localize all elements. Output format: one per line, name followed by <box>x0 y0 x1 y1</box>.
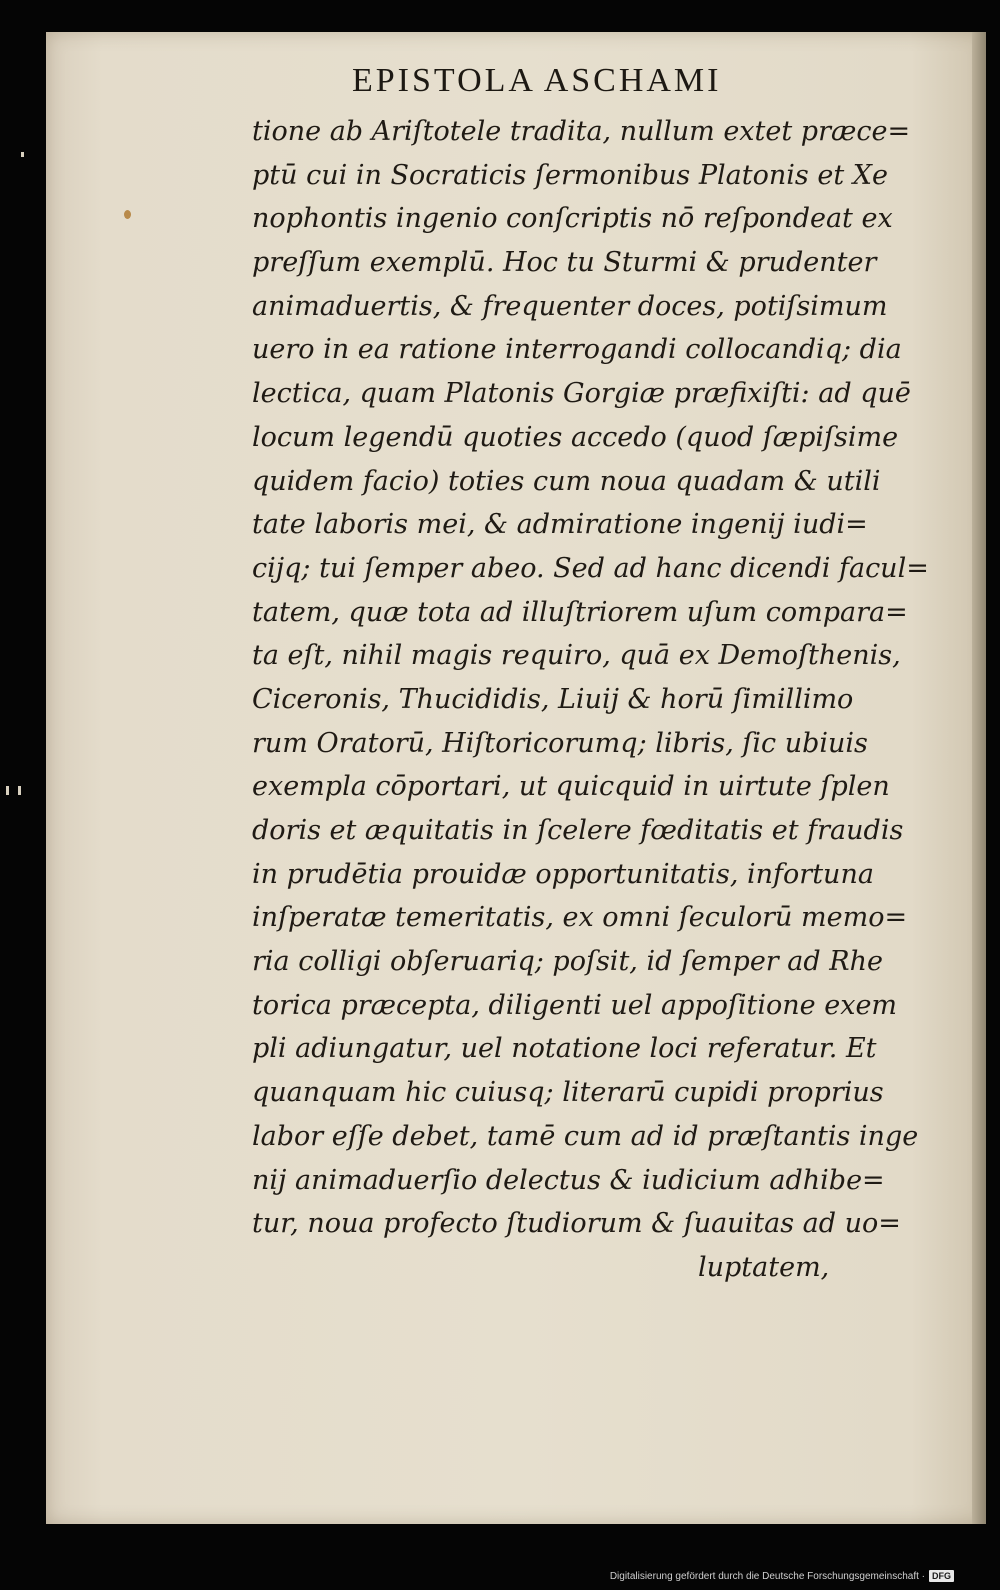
page-text <box>252 110 929 1290</box>
text-line: tate laboris mei, & admiratione ingenij iudi= <box>252 509 868 541</box>
text-line: quanquam hic cuiusq; literarū cupidi proprius <box>252 1077 884 1109</box>
text-line: nij animaduerſio delectus & iudicium adhibe= <box>252 1164 885 1196</box>
book-page <box>46 32 986 1524</box>
text-line: ptū cui in Socraticis ſermonibus Platonis et Xe <box>252 159 888 191</box>
text-line: cijq; tui ſemper abeo. Sed ad hanc dicendi facul= <box>252 552 929 584</box>
text-line: preſſum exemplū. Hoc tu Sturmi & prudenter <box>252 247 877 279</box>
text-line: ria colligi obſeruariq; poſsit, id ſemper ad Rhe <box>252 946 883 978</box>
edge-mark <box>21 152 24 157</box>
text-line: locum legendū quoties accedo (quod ſæpiſsime <box>252 421 899 453</box>
text-line: in prudētia prouidæ opportunitatis, infortuna <box>252 858 874 890</box>
text-line: tur, noua profecto ſtudiorum & ſuauitas ad uo= <box>252 1208 901 1240</box>
text-line: doris et æquitatis in ſcelere fœditatis et fraudis <box>252 815 904 846</box>
text-line: quidem facio) toties cum noua quadam & utili <box>252 465 881 497</box>
text-line: animaduertis, & frequenter doces, potiſsimum <box>252 290 888 322</box>
catchword: luptatem, <box>698 1251 830 1283</box>
text-line: tatem, quæ tota ad illuſtriorem uſum compara= <box>252 596 908 628</box>
edge-mark <box>6 786 9 795</box>
digitization-credit <box>610 1570 954 1582</box>
text-line: exempla cōportari, ut quicquid in uirtute ſplen <box>252 771 890 803</box>
text-line: inſperatæ temeritatis, ex omni ſeculorū memo= <box>252 902 908 934</box>
text-line: labor eſſe debet, tamē cum ad id præſtantis inge <box>252 1120 919 1152</box>
running-head: EPISTOLA ASCHAMI <box>352 62 722 99</box>
text-line: rum Oratorū, Hiſtoricorumq; libris, ſic ubiuis <box>252 727 868 759</box>
edge-mark <box>18 786 21 795</box>
text-line: Ciceronis, Thucididis, Liuij & horū ſimillimo <box>252 683 854 715</box>
text-line: uero in ea ratione interrogandi collocandiq; dia <box>252 334 902 366</box>
text-line: nophontis ingenio conſcriptis nō reſpondeat ex <box>252 203 893 235</box>
page-edge <box>972 32 986 1524</box>
footer-text: Digitalisierung gefördert durch die Deutsche Forschungsgemeinschaft · <box>609 1570 925 1582</box>
text-line: pli adiungatur, uel notatione loci referatur. Et <box>252 1033 877 1065</box>
dfg-logo: DFG <box>929 1570 954 1582</box>
text-line: torica præcepta, diligenti uel appoſitione exem <box>252 989 898 1021</box>
text-line: lectica, quam Platonis Gorgiæ præfixiſti: ad quē <box>252 378 911 410</box>
paper-stain <box>124 210 131 219</box>
text-line: ta eſt, nihil magis requiro, quā ex Demoſthenis, <box>252 640 901 672</box>
edge-marks <box>0 786 40 794</box>
text-line: tione ab Ariſtotele tradita, nullum extet præce= <box>252 116 911 147</box>
